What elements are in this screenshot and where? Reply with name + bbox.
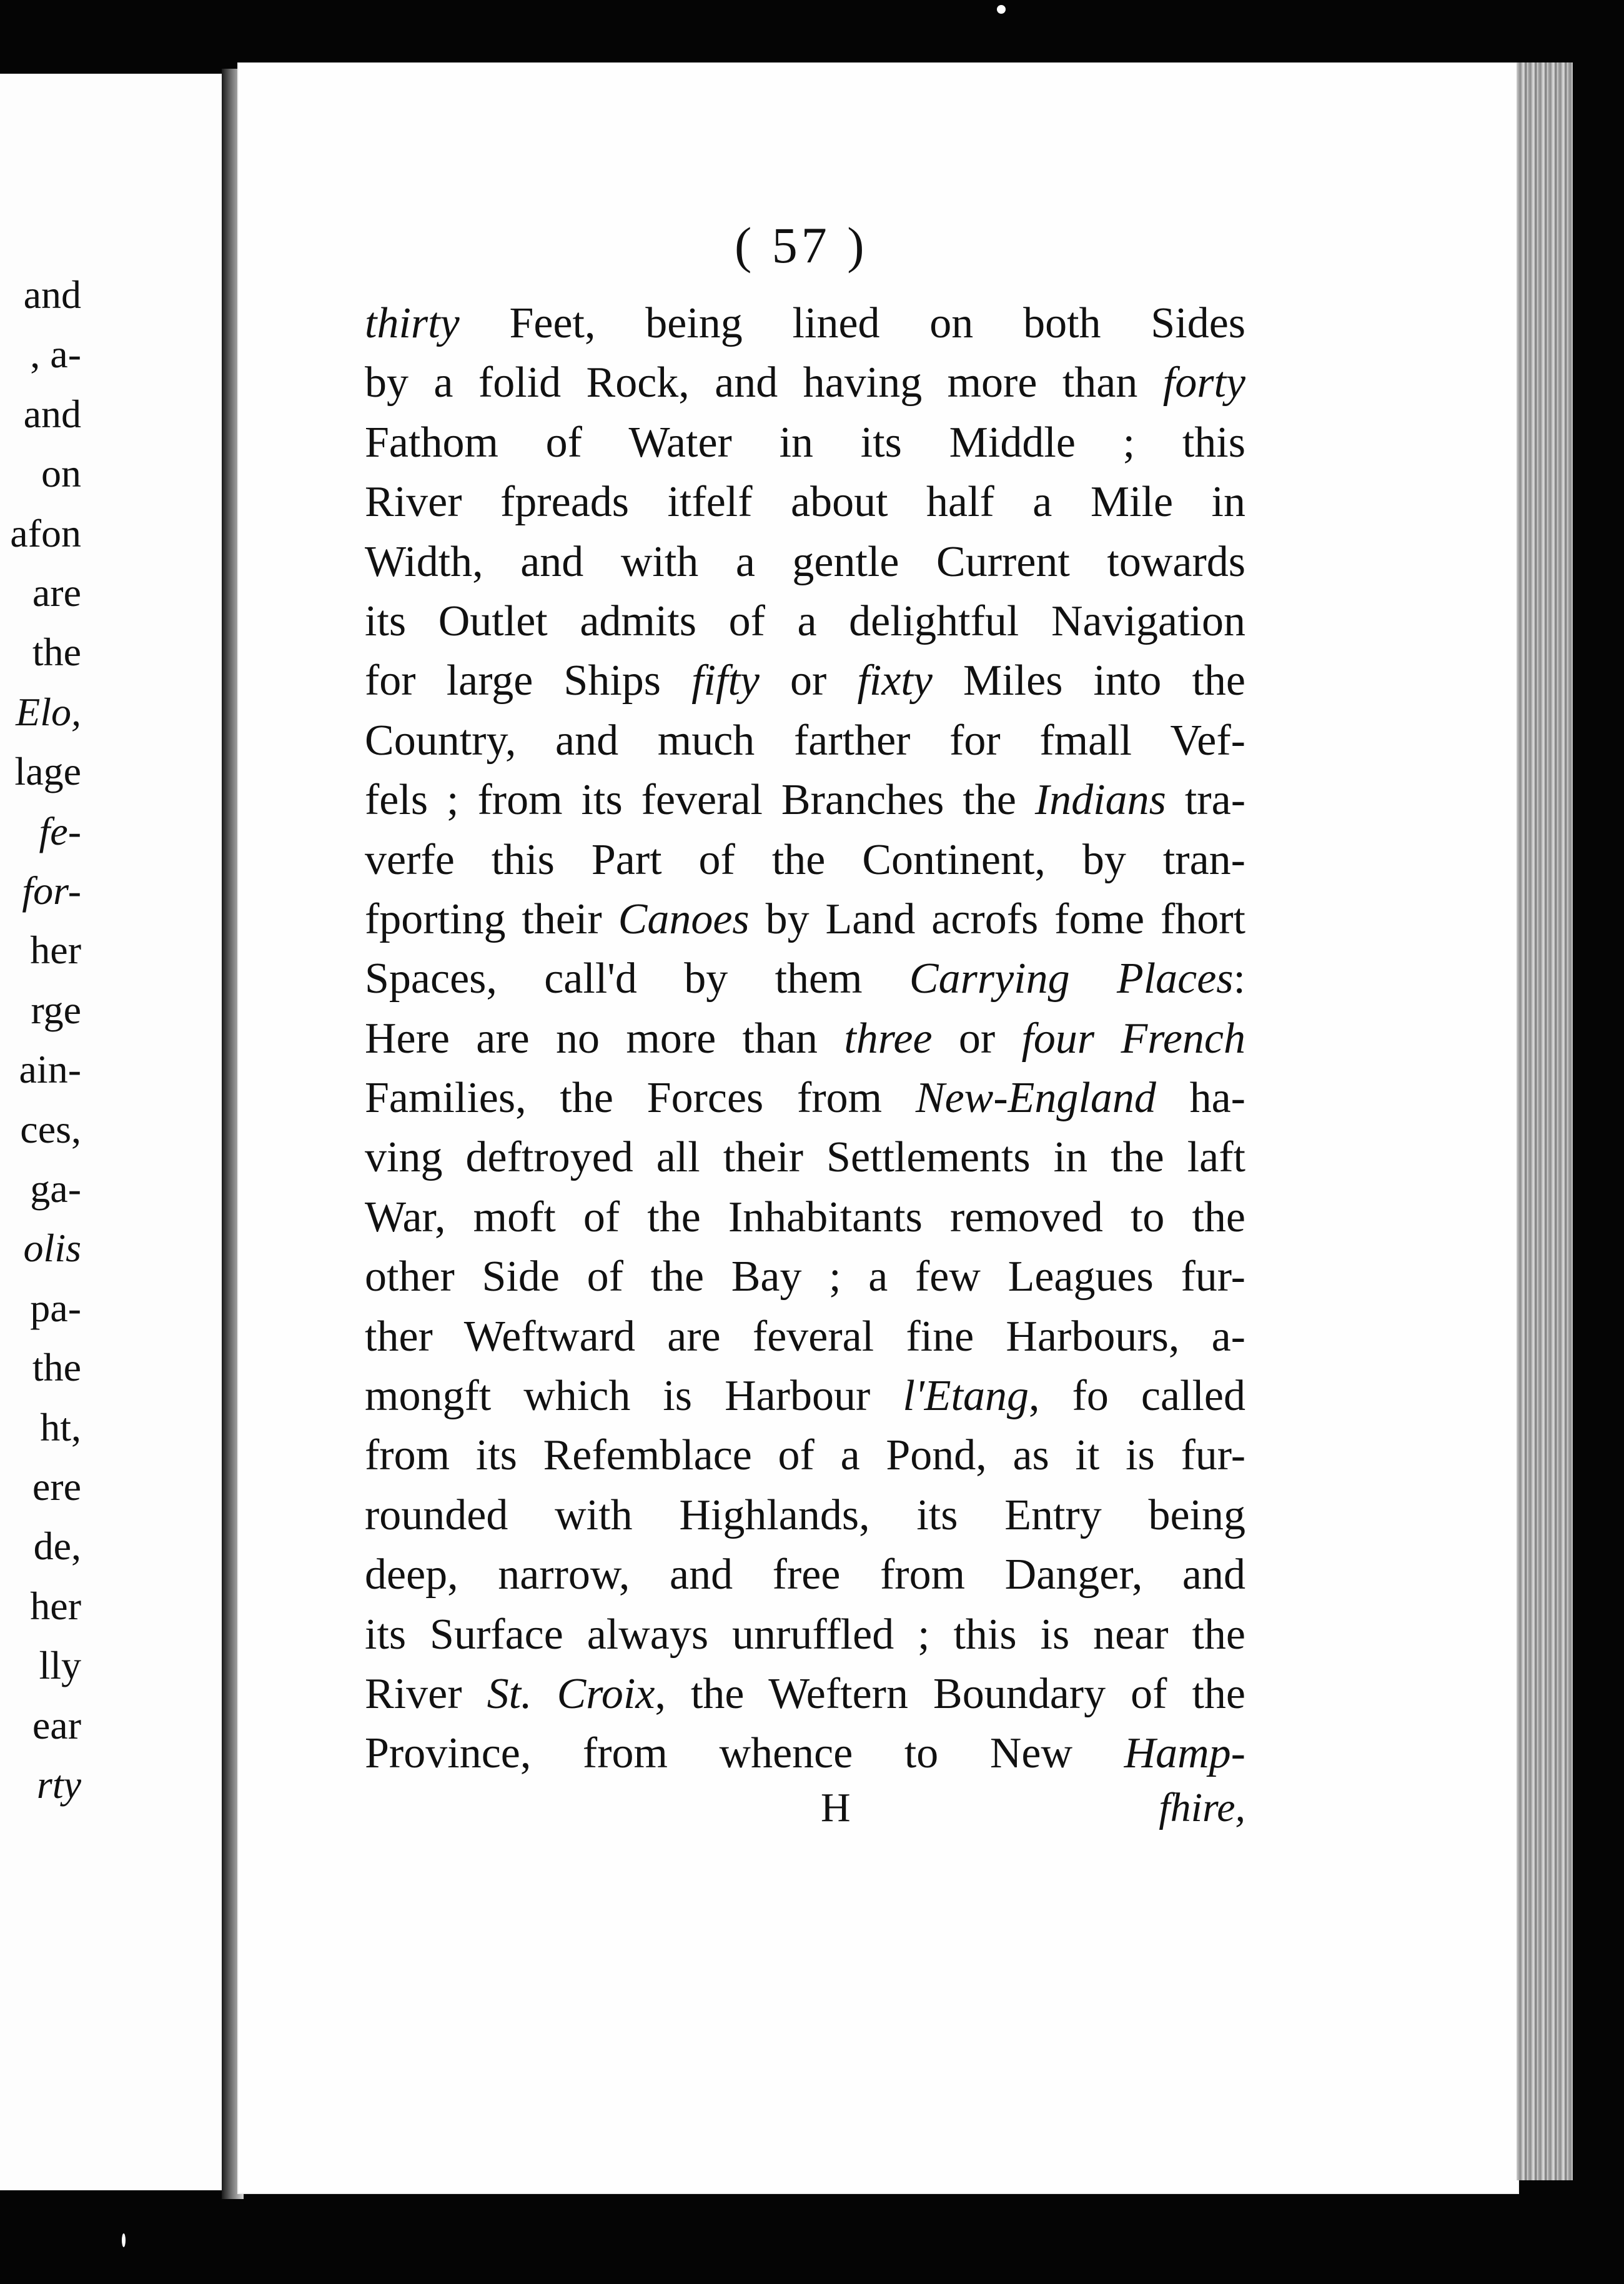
text-line [365,1307,1245,1366]
text-line [365,1664,1245,1724]
text-line [365,1426,1245,1485]
facing-page-fragment: her [30,1583,81,1628]
text-line [365,711,1245,770]
text-run: or [932,1014,1022,1063]
text-run: fels ; from its feveral Branches the [365,776,1035,825]
text-line [365,1188,1245,1247]
scan-speck [997,5,1006,14]
facing-page-fragment: rty [36,1762,81,1807]
catchword: fhire, [1159,1785,1245,1830]
text-line [365,830,1245,890]
facing-page-fragment: rge [31,987,81,1032]
facing-page-fragment: pa- [30,1285,81,1330]
facing-page-fragment: olis [23,1226,81,1271]
text-run: Feet, being lined on both Sides [459,299,1245,347]
text-run: Fathom of Water in its Middle ; this [365,418,1245,467]
text-line [365,1366,1245,1426]
text-run: for large Ships [365,657,692,705]
text-line [365,1605,1245,1664]
text-run: from its Refemblace of a Pond, as it is fur- [365,1431,1245,1480]
text-run: its Surface always unruffled ; this is near the [365,1610,1245,1659]
text-run: Country, and much farther for fmall Vef- [365,716,1245,765]
text-line [365,1247,1245,1306]
facing-page-fragment: the [32,1345,81,1390]
text-line [365,770,1245,830]
text-line [365,1128,1245,1187]
facing-page-text-fragments [0,74,225,2190]
text-line [365,1009,1245,1068]
text-line [365,1724,1245,1783]
text-line [365,1486,1245,1545]
facing-page-fragment: her [30,928,81,973]
italic-run: Canoes [618,895,750,943]
italic-run: Indians [1034,776,1166,825]
text-line [365,413,1245,472]
text-run: Spaces, call'd by them [365,955,909,1003]
facing-page-fragment: and [23,272,81,317]
facing-page-fragment: afon [10,510,81,555]
text-run: by a folid Rock, and having more than [365,359,1163,407]
text-run: Miles into the [932,657,1246,705]
text-run: ha- [1156,1074,1245,1123]
text-line [365,294,1245,353]
facing-page-fragment: ear [32,1702,81,1747]
text-line [365,1068,1245,1128]
italic-run: l'Etang [903,1372,1029,1421]
facing-page-fragment: are [32,570,81,615]
signature-mark: H [821,1785,851,1830]
text-run: deep, narrow, and free from Danger, and [365,1551,1245,1599]
facing-page-fragment: lage [14,749,81,794]
body-text [365,294,1245,1784]
page-footer [365,1784,1245,1834]
facing-page-fragment: ain- [19,1047,81,1092]
facing-page-fragment: fe- [39,808,81,853]
italic-run: four French [1021,1014,1246,1063]
italic-run: forty [1162,359,1245,407]
facing-page-fragment: ere [32,1464,81,1509]
text-run: fporting their [365,895,618,943]
italic-run: St. Croix [487,1669,655,1718]
text-run: ving deftroyed all their Settlements in the laft [365,1133,1245,1182]
text-run: Province, from whence to New [365,1729,1124,1778]
facing-page-fragment: ht, [40,1404,81,1449]
text-run: ther Weftward are feveral fine Harbours, a- [365,1312,1245,1361]
page-number: ( 57 ) [735,217,868,274]
text-run: : [1233,955,1245,1003]
text-line [365,532,1245,592]
facing-page-fragment: Elo, [16,689,81,734]
italic-run: Hamp- [1124,1729,1245,1778]
facing-page-fragment: for- [22,868,81,913]
text-run: Families, the Forces from [365,1074,916,1123]
italic-run: fixty [857,657,933,705]
facing-page-fragment: lly [39,1643,81,1688]
text-run: River fpreads itfelf about half a Mile in [365,478,1245,527]
facing-page-fragment: the [32,630,81,675]
text-line [365,949,1245,1008]
facing-page-fragment: ga- [30,1166,81,1211]
text-run: River [365,1669,487,1718]
text-run: Width, and with a gentle Current towards [365,537,1245,586]
scan-speck [122,2233,126,2247]
facing-page-fragment: de, [33,1524,81,1569]
text-line [365,651,1245,710]
text-run: tra- [1166,776,1245,825]
text-run: , the Weftern Boundary of the [655,1669,1245,1718]
italic-run: New-England [915,1074,1156,1123]
text-line [365,890,1245,949]
italic-run: Carrying Places [909,955,1234,1003]
italic-run: thirty [365,299,460,347]
text-run: War, moft of the Inhabitants removed to the [365,1193,1245,1241]
facing-page-fragment: ces, [20,1106,81,1151]
italic-run: fifty [691,657,760,705]
text-line [365,592,1245,651]
text-run: its Outlet admits of a delightful Navigation [365,597,1245,645]
text-line [365,353,1245,412]
text-run: or [759,657,858,705]
text-line [365,472,1245,532]
facing-page-fragment: and [23,391,81,436]
text-run: other Side of the Bay ; a few Leagues fur- [365,1253,1245,1301]
facing-page [0,74,229,2190]
text-run: , fo called [1029,1372,1245,1421]
text-run: mongft which is Harbour [365,1372,903,1421]
text-run: rounded with Highlands, its Entry being [365,1491,1245,1539]
facing-page-fragment: , a- [30,332,81,377]
italic-run: three [844,1014,933,1063]
page-edges [1517,62,1573,2180]
text-line [365,1545,1245,1604]
text-run: by Land acrofs fome fhort [749,895,1246,943]
facing-page-fragment: on [41,451,81,496]
text-run: Here are no more than [365,1014,844,1063]
text-run: verfe this Part of the Continent, by tran- [365,835,1245,884]
